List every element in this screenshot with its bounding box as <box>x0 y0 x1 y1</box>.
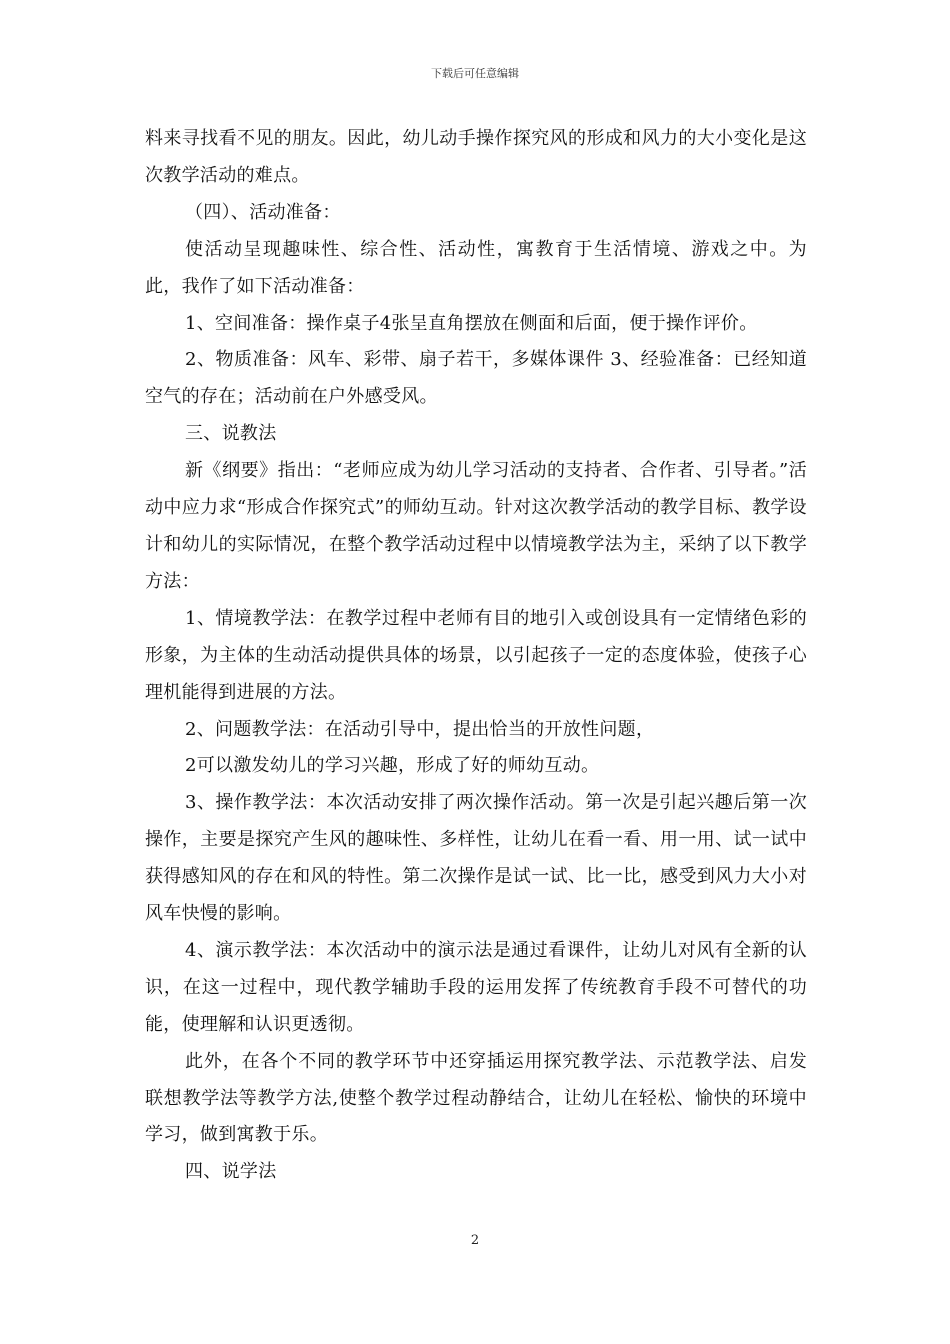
section-heading-preparation: （四）、活动准备： <box>185 201 341 223</box>
document-body <box>145 121 807 1191</box>
paragraph-space-preparation: 1、空间准备：操作桌子4张呈直角摆放在侧面和后面，便于操作评价。 <box>185 312 758 334</box>
paragraph-question-method-cont: 2可以激发幼儿的学习兴趣，形成了好的师幼互动。 <box>185 755 600 777</box>
paragraph-outline-quote: 新《纲要》指出：“老师应成为幼儿学习活动的支持者、合作者、引导者。”活动中应力求“形成合作探究式”的师幼互动。针对这次教学活动的教学目标、教学设计和幼儿的实际情况，在整个教学活动过程中以情境教学法为主，采纳了以下教学方法： <box>145 460 807 592</box>
paragraph-additional-methods: 此外，在各个不同的教学环节中还穿插运用探究教学法、示范教学法、启发联想教学法等教学方法,使整个教学过程动静结合，让幼儿在轻松、愉快的环境中学习，做到寓教于乐。 <box>145 1050 807 1146</box>
paragraph-continuation: 料来寻找看不见的朋友。因此，幼儿动手操作探究风的形成和风力的大小变化是这次教学活动的难点。 <box>145 128 807 186</box>
paragraph-preparation-intro: 使活动呈现趣味性、综合性、活动性，寓教育于生活情境、游戏之中。为此，我作了如下活动准备： <box>145 238 807 297</box>
page-number: 2 <box>470 1233 480 1248</box>
paragraph-situational-method: 1、情境教学法：在教学过程中老师有目的地引入或创设具有一定情绪色彩的形象，为主体的生动活动提供具体的场景，以引起孩子一定的态度体验，使孩子心理机能得到进展的方法。 <box>145 607 807 703</box>
paragraph-material-preparation: 2、物质准备：风车、彩带、扇子若干，多媒体课件 3、经验准备：已经知道空气的存在；活动前在户外感受风。 <box>145 349 807 408</box>
section-heading-teaching-methods: 三、说教法 <box>185 423 277 445</box>
paragraph-operation-method: 3、操作教学法：本次活动安排了两次操作活动。第一次是引起兴趣后第一次操作，主要是探究产生风的趣味性、多样性，让幼儿在看一看、用一用、试一试中获得感知风的存在和风的特性。第二次操作是试一试、比一比，感受到风力大小对风车快慢的影响。 <box>145 792 807 925</box>
page-header: 下载后可任意编辑 <box>431 67 519 80</box>
section-heading-learning-methods: 四、说学法 <box>185 1161 277 1183</box>
paragraph-demonstration-method: 4、演示教学法：本次活动中的演示法是通过看课件，让幼儿对风有全新的认识，在这一过程中，现代教学辅助手段的运用发挥了传统教育手段不可替代的功能，使理解和认识更透彻。 <box>145 939 807 1035</box>
paragraph-question-method: 2、问题教学法：在活动引导中，提出恰当的开放性问题， <box>185 718 655 740</box>
